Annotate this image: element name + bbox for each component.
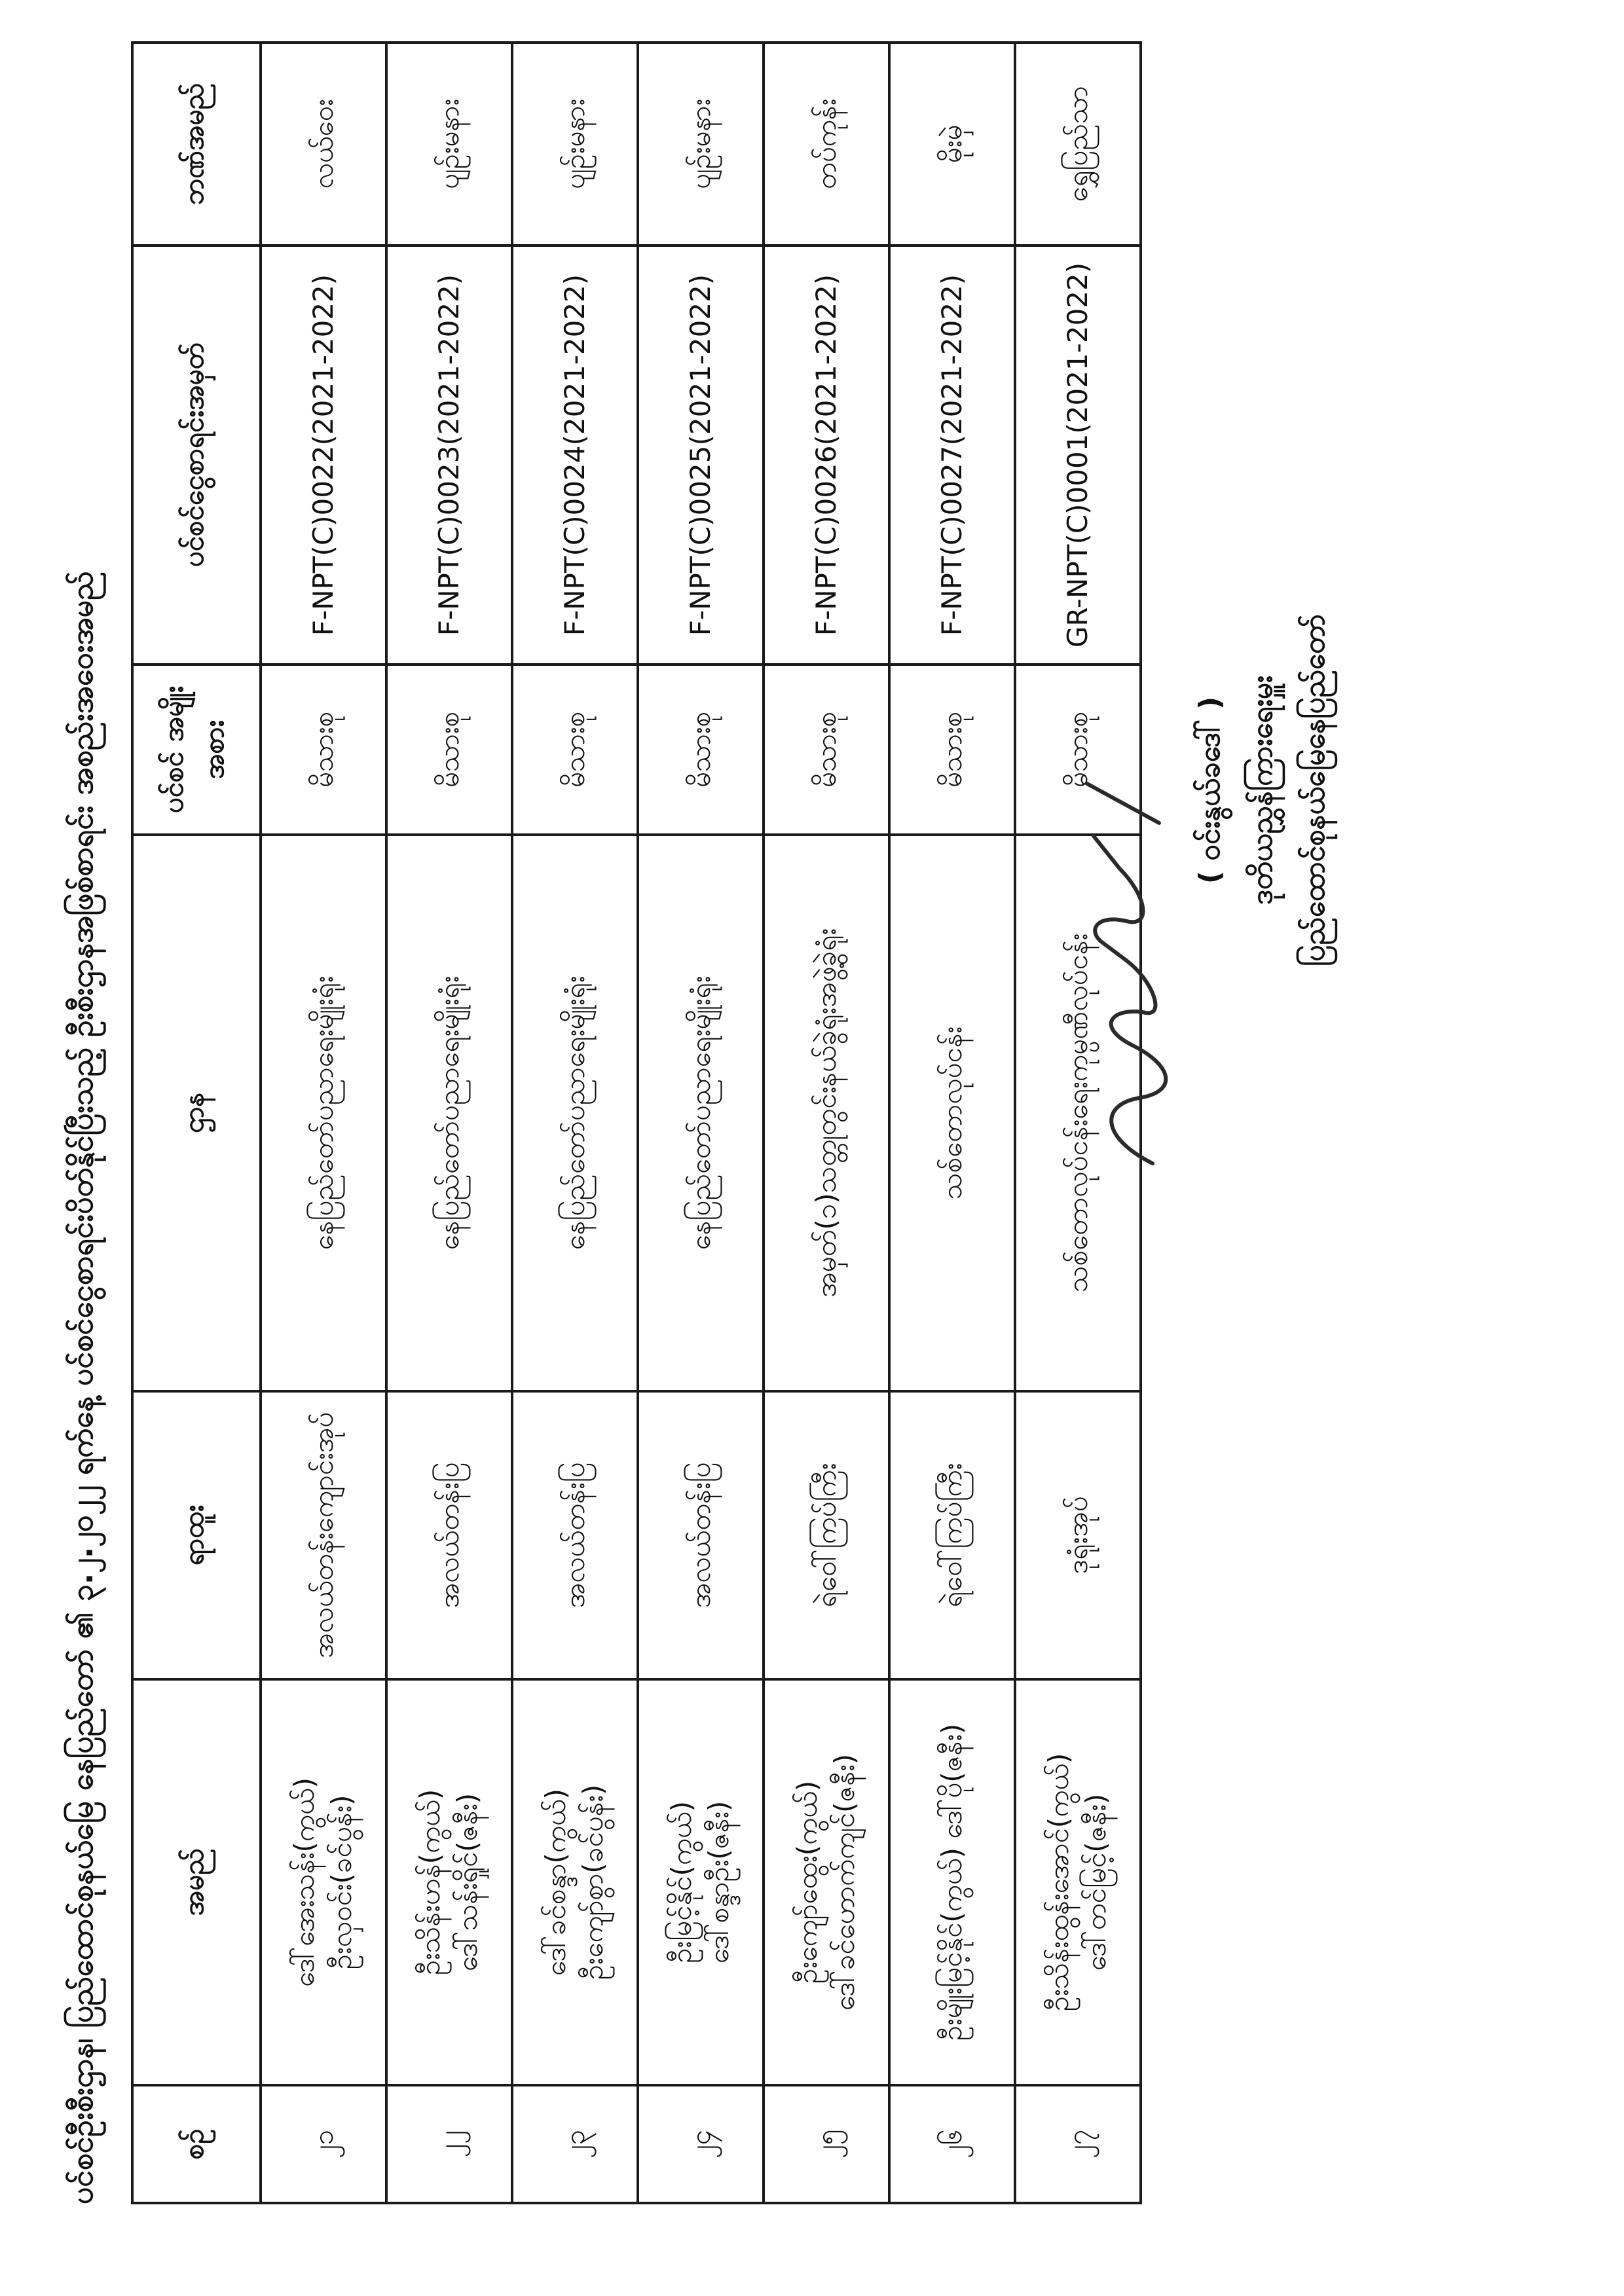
signatory-title: ဒုတိယညွှန်ကြားရေးမှူး (1246, 675, 1279, 905)
pension-register-table (131, 41, 1142, 2204)
cell-rank: အလယ်တန်းပြ (386, 1391, 512, 1679)
cell-department: နေပြည်တော်ပညာရေးမျိုးရုံး (386, 835, 512, 1391)
cell-name (512, 1679, 638, 2085)
signature-block (1074, 397, 1414, 1183)
name-line: ဒေါ်ခင်ဟောက်ကျင်(ဇနီး) (828, 1753, 860, 2011)
table-header-row (132, 43, 261, 2203)
cell-pension-number: F-NPT(C)0026(2021-2022) (764, 246, 889, 665)
cell-pension-number: F-NPT(C)0023(2021-2022) (386, 246, 512, 665)
cell-pension-number: F-NPT(C)0027(2021-2022) (889, 246, 1015, 665)
table-row (638, 43, 764, 2203)
name-line: ဦးကျော်စွာ(ခင်ပွန်း) (577, 1784, 609, 1980)
cell-pension-type: မိသားစု (386, 665, 512, 835)
name-line: ဦးမျိုးမြင့်နိုင်(ကွယ်) ဒေါ်ပို(ဇနီး) (935, 1723, 968, 2041)
table-row (764, 43, 889, 2203)
cell-bank: ပျဉ်းမနား (512, 43, 638, 246)
header-bank: ဘဏ်အမည် (132, 43, 261, 246)
cell-no: ၂၂ (386, 2085, 512, 2203)
name-line: ဒေါ်သန်းရှိုင်(ဇနီး) (451, 1793, 483, 1972)
cell-no: ၂၁ (261, 2085, 386, 2203)
cell-bank: ရွှေပြည်သာ (1015, 43, 1141, 246)
cell-pension-type: မိသားစု (1015, 665, 1141, 835)
cell-pension-type: မိသားစု (638, 665, 764, 835)
name-line: ဦးလှဝင်း(ခင်ပွန်း) (325, 1795, 358, 1970)
name-line: ဒေါ်ခင်စန္ဒာ(ကွယ်) (540, 1788, 572, 1977)
handwritten-signature (1074, 771, 1185, 1176)
cell-bank: လယ်ဝေး (261, 43, 386, 246)
cell-pension-type: မိသားစု (889, 665, 1015, 835)
header-name: အမည် (132, 1679, 261, 2085)
cell-pension-number: GR-NPT(C)0001(2021-2022) (1015, 246, 1141, 665)
header-department: ဌာန (132, 835, 261, 1391)
table-row (512, 43, 638, 2203)
cell-name (1015, 1679, 1141, 2085)
name-line: ဦးသိန်းဟန်(ကွယ်) (414, 1789, 447, 1976)
cell-name (261, 1679, 386, 2085)
name-line: ဦးမြင့်နိုင်(ကွယ်) (665, 1801, 698, 1963)
cell-name (764, 1679, 889, 2085)
cell-pension-type: မိသားစု (512, 665, 638, 835)
cell-no: ၂၇ (1015, 2085, 1141, 2203)
name-line: ဦးကျော်ထွေး(ကွယ်) (791, 1780, 824, 1984)
cell-rank: အလယ်တန်းပြ (638, 1391, 764, 1679)
cell-department: နေပြည်တော်ပညာရေးမျိုးရုံး (261, 835, 386, 1391)
cell-rank: ရဲဝေါ်ကြပ်ကြီး (764, 1391, 889, 1679)
table-row (386, 43, 512, 2203)
name-line: ဒေါ်စန္ဒာဦး(ဇနီး) (703, 1800, 735, 1964)
cell-pension-number: F-NPT(C)0025(2021-2022) (638, 246, 764, 665)
signatory-office: ပြည်ထောင်စုနယ်မြေနေပြည်တော် (1298, 614, 1331, 966)
cell-name (638, 1679, 764, 2085)
table-row (889, 43, 1015, 2203)
cell-pension-type: မိသားစု (764, 665, 889, 835)
cell-rank: အလယ်တန်းပြ (512, 1391, 638, 1679)
document-heading: ပင်စင်ဦးစီးဌာန၊ ပြည်ထောင်စုနယ်မြေ နေပြည်တော် ၏ ၃.၂.၂၀၂၂ ရက်နေ့ ပင်စင်ငွေစာရင်းပိတ်နိုင်ပြီးသည့် ဦးစီးဌာနအဖြစ်စာရင်း အစည်းအဝေးအမည် (64, 571, 100, 2204)
cell-no: ၂၃ (512, 2085, 638, 2203)
cell-department: အမှတ်(၁)သတ္တုတွင်းနယ်ခွဲရုံးအဖွဲ့ခွဲရုံး (764, 835, 889, 1391)
cell-rank: ရဲဝေါ်ကြပ်ကြီး (889, 1391, 1015, 1679)
name-line: ဒေါ်အေးသန်း(ကွယ်) (288, 1777, 321, 1988)
header-pension-number: ပင်စင်ငွေစာရင်းအမှတ် (132, 246, 261, 665)
name-line: ဒေါ်တင်မြင့်(ဇနီး) (1080, 1793, 1112, 1971)
cell-no: ၂၅ (764, 2085, 889, 2203)
cell-no: ၂၆ (889, 2085, 1015, 2203)
cell-bank: တပ်ကုန်း (764, 43, 889, 246)
header-pension-type: ပင်စင် အမျိုးအစား (132, 665, 261, 835)
cell-pension-number: F-NPT(C)0022(2021-2022) (261, 246, 386, 665)
cell-department: နေပြည်တော်ပညာရေးမျိုးရုံး (512, 835, 638, 1391)
name-line: ဦးသိန်းထွန်းအောင်(ကွယ်) (1043, 1753, 1075, 2012)
cell-rank: ဒုရုံးအုပ် (1015, 1391, 1141, 1679)
table-row (261, 43, 386, 2203)
cell-department: သစ်တောလုပ်ငန်းရေးကုမ္ပဏီလုပ်ငန်း (1015, 835, 1141, 1391)
cell-name (889, 1679, 1015, 2085)
cell-pension-number: F-NPT(C)0024(2021-2022) (512, 246, 638, 665)
cell-bank: ပျဉ်းမနား (386, 43, 512, 246)
cell-department: နေပြည်တော်ပညာရေးမျိုးရုံး (638, 835, 764, 1391)
cell-no: ၂၄ (638, 2085, 764, 2203)
signatory-name: ( ဝင်းနွယ်ခဒေါ် ) (1193, 696, 1227, 884)
cell-pension-type: မိသားစု (261, 665, 386, 835)
cell-rank: အလယ်တန်းကျောင်းအုပ် (261, 1391, 386, 1679)
header-rank: ရာထူး (132, 1391, 261, 1679)
cell-bank: မိုးမှဲ (889, 43, 1015, 246)
cell-bank: ပျဉ်းမနား (638, 43, 764, 246)
header-no: စဉ် (132, 2085, 261, 2203)
cell-name (386, 1679, 512, 2085)
cell-department: သစ်တောလုပ်ငန်း (889, 835, 1015, 1391)
